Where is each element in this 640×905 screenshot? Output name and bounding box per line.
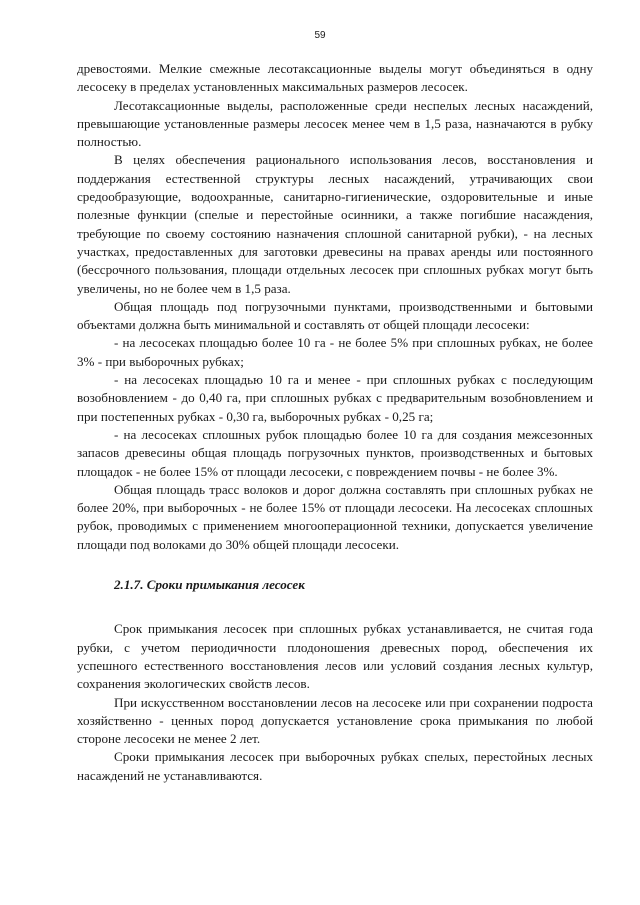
paragraph: древостоями. Мелкие смежные лесотаксационные выделы могут объединяться в одну лесосеку в пределах установленных максимальных размеров лесосек. [77, 61, 593, 95]
paragraph: Общая площадь под погрузочными пунктами, производственными и бытовыми объектами должна быть минимальной и составлять от общей площади лесосеки: [77, 298, 593, 333]
section-heading: 2.1.7. Сроки примыкания лесосек [114, 577, 305, 593]
list-item: - на лесосеках сплошных рубок площадью более 10 га для создания межсезонных запасов древесины общая площадь погрузочных пунктов, производственных и бытовых площадок - не более 15% от площади лесосеки, с повреждением почвы - не более 3%. [77, 426, 593, 479]
page-body [77, 60, 593, 785]
list-item: - на лесосеках площадью 10 га и менее - при сплошных рубках с последующим возобновлением - до 0,40 га, при сплошных рубках с предварительным возобновлением и при постепенных рубках - 0,30 га, выборочных рубках - 0,25 га; [77, 372, 593, 424]
paragraph: При искусственном восстановлении лесов на лесосеке или при сохранении подроста хозяйственно - ценных пород допускается установление срока примыкания по любой стороне лесосеки не менее 2 лет. [77, 694, 593, 747]
paragraph: Общая площадь трасс волоков и дорог должна составлять при сплошных рубках не более 20%, при выборочных - не более 15% от площади лесосеки. На лесосеках сплошных рубок, проводимых с применением многооперационной техники, допускается увеличение площади под волоками до 30% общей площади лесосеки. [77, 481, 593, 552]
paragraph: Срок примыкания лесосек при сплошных рубках устанавливается, не считая года рубки, с учетом периодичности плодоношения древесных пород, обеспечения их успешного естественного восстановления лесов или условий создания лесных культур, сохранения экологических свойств лесов. [77, 621, 593, 692]
page-number: 59 [314, 30, 326, 41]
paragraph: Сроки примыкания лесосек при выборочных рубках спелых, перестойных лесных насаждений не устанавливаются. [77, 749, 593, 783]
list-item: - на лесосеках площадью более 10 га - не более 5% при сплошных рубках, не более 3% - при выборочных рубках; [77, 335, 593, 369]
paragraph: Лесотаксационные выделы, расположенные среди неспелых лесных насаждений, превышающие установленные размеры лесосек менее чем в 1,5 раза, назначаются в рубку полностью. [77, 97, 593, 150]
paragraph: В целях обеспечения рационального использования лесов, восстановления и поддержания естественной структуры лесных насаждений, утрачивающих свои средообразующие, водоохранные, санитарно-гигиенические, оздоровительные и иные полезные функции (спелые и перестойные осинники, а также погибшие насаждения, требующие по своему состоянию назначения сплошной санитарной рубки), - на лесных участках, предоставленных для заготовки древесины на правах аренды или постоянного (бессрочного пользования, площади отдельных лесосек при сплошных рубках могут быть увеличены, но не более чем в 1,5 раза. [77, 152, 593, 296]
